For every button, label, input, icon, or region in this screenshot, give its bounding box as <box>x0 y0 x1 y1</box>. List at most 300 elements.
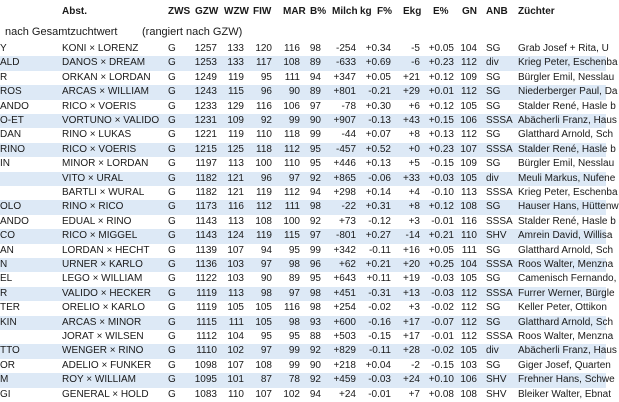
cell-gn: 105 <box>460 273 477 285</box>
cell-zws: G <box>168 359 176 371</box>
cell-anb: SG <box>486 201 501 213</box>
cell-milch: +907 <box>333 115 356 126</box>
cell-fiw: 97 <box>260 345 272 357</box>
cell-gn: 105 <box>460 172 477 184</box>
table-row <box>0 200 619 214</box>
cell-milch: +459 <box>333 374 356 386</box>
cell-gn: 112 <box>461 129 477 141</box>
cell-e: +0.12 <box>428 71 454 83</box>
cell-mar: 99 <box>288 345 300 357</box>
cell-e: +0.01 <box>428 86 454 98</box>
cell-gn: 103 <box>460 359 477 371</box>
cell-ekg: +8 <box>408 129 420 141</box>
cell-fiw: 120 <box>255 43 272 54</box>
cell-mar: 100 <box>283 215 300 227</box>
cell-b: 98 <box>309 43 321 54</box>
cell-name: OR <box>0 359 15 371</box>
cell-b: 89 <box>309 57 321 69</box>
cell-fiw: 117 <box>256 57 272 69</box>
cell-anb: SSSA <box>486 215 513 227</box>
cell-abst: RICO × VOERIS <box>62 100 137 112</box>
cell-ekg: +4 <box>408 187 420 198</box>
cell-zws: G <box>168 244 176 256</box>
cell-abst: EDUAL × RINO <box>62 215 132 227</box>
cell-gzw: 1098 <box>194 359 217 371</box>
table-row <box>0 215 616 229</box>
cell-name: CO <box>0 230 15 242</box>
cell-b: 95 <box>309 273 321 285</box>
cell-gzw: 1083 <box>194 388 217 400</box>
cell-anb: SG <box>486 71 501 83</box>
header-anb: ANB <box>486 6 508 17</box>
cell-e: +0.05 <box>428 43 454 54</box>
cell-gzw: 1115 <box>196 316 217 328</box>
cell-fiw: 87 <box>260 374 272 386</box>
cell-wzw: 119 <box>228 71 244 83</box>
cell-name: O-ET <box>0 115 24 126</box>
cell-wzw: 104 <box>227 331 244 342</box>
cell-f: +0.05 <box>365 71 391 83</box>
cell-ekg: +43 <box>403 115 420 126</box>
cell-z: Stalder René, Hasle b <box>518 100 616 112</box>
table-row <box>0 172 616 186</box>
cell-name: ANDO <box>0 215 29 227</box>
cell-zws: G <box>168 273 176 285</box>
cell-fiw: 105 <box>255 302 272 314</box>
cell-e: +0.03 <box>428 172 454 184</box>
table-row <box>0 128 614 142</box>
cell-mar: 98 <box>288 259 300 270</box>
cell-wzw: 109 <box>227 115 244 126</box>
cell-gzw: 1182 <box>195 172 217 184</box>
cell-b: 97 <box>309 230 321 242</box>
cell-f: +0.04 <box>365 359 391 371</box>
cell-mar: 99 <box>288 359 300 371</box>
cell-b: 97 <box>309 100 321 112</box>
cell-milch: +600 <box>333 316 356 328</box>
cell-fiw: 119 <box>256 230 272 242</box>
cell-b: 99 <box>309 129 321 141</box>
cell-f: +0.27 <box>365 230 391 242</box>
header-milch: Milch <box>332 6 358 17</box>
cell-anb: SSSA <box>486 143 513 155</box>
cell-f: -0.31 <box>368 287 391 299</box>
cell-wzw: 121 <box>227 187 244 198</box>
cell-abst: RINO × LUKAS <box>62 129 132 141</box>
cell-mar: 112 <box>284 143 300 155</box>
cell-name: Y <box>0 43 7 54</box>
cell-z: Hauser Hans, Hüttenw <box>518 201 619 213</box>
cell-milch: +446 <box>333 158 356 170</box>
cell-milch: +62 <box>339 259 356 270</box>
cell-milch: +254 <box>333 302 356 314</box>
cell-z: Glatthard Arnold, Sch <box>518 244 614 256</box>
cell-fiw: 108 <box>255 359 272 371</box>
cell-name: ANDO <box>0 100 29 112</box>
cell-name: KIN <box>0 316 17 328</box>
cell-gzw: 1139 <box>195 244 217 256</box>
cell-gn: 112 <box>461 287 477 299</box>
cell-wzw: 113 <box>228 287 244 299</box>
table-row <box>0 287 615 301</box>
cell-f: +0.69 <box>365 57 391 69</box>
cell-ekg: +24 <box>403 374 420 386</box>
cell-gn: 110 <box>461 230 477 242</box>
table-row <box>0 100 616 114</box>
cell-gn: 112 <box>461 57 477 69</box>
table-row <box>0 157 615 171</box>
cell-z: Glatthard Arnold, Sch <box>518 129 614 141</box>
cell-abst: VORTUNO × VALIDO <box>62 115 160 126</box>
cell-z: Camenisch Fernando, <box>518 273 617 285</box>
cell-anb: SHV <box>486 388 507 400</box>
cell-zws: G <box>168 100 176 112</box>
cell-z: Abächerli Franz, Haus <box>518 115 617 126</box>
cell-gzw: 1215 <box>194 143 217 155</box>
header-gzw: GZW <box>195 6 219 17</box>
cell-mar: 116 <box>284 43 300 54</box>
cell-mar: 106 <box>283 100 300 112</box>
cell-f: -0.01 <box>368 388 391 400</box>
cell-f: -0.21 <box>368 86 391 98</box>
cell-wzw: 113 <box>228 215 244 227</box>
cell-ekg: +13 <box>403 287 420 299</box>
cell-ekg: +17 <box>403 316 420 328</box>
cell-milch: -254 <box>335 43 356 54</box>
cell-z: Frehner Hans, Schwe <box>518 374 615 386</box>
table-row <box>0 316 614 330</box>
cell-abst: ARCAS × WILLIAM <box>62 86 149 98</box>
cell-f: -0.06 <box>368 172 391 184</box>
cell-anb: SSSA <box>486 115 513 126</box>
section-title <box>0 24 606 41</box>
cell-fiw: 95 <box>260 331 272 342</box>
cell-mar: 89 <box>288 273 300 285</box>
cell-e: +0.25 <box>428 259 454 270</box>
cell-wzw: 133 <box>227 57 244 69</box>
cell-wzw: 101 <box>227 374 244 386</box>
cell-zws: G <box>168 172 176 184</box>
cell-abst: VALIDO × HECKER <box>62 287 152 299</box>
cell-fiw: 100 <box>255 158 272 170</box>
cell-ekg: +21 <box>403 71 420 83</box>
cell-gzw: 1173 <box>195 201 217 213</box>
cell-name: TTO <box>0 345 20 357</box>
cell-anb: div <box>486 57 499 69</box>
cell-name: DAN <box>0 129 22 141</box>
cell-gn: 108 <box>460 388 477 400</box>
cell-fiw: 105 <box>255 316 272 328</box>
cell-b: 99 <box>309 244 321 256</box>
cell-name: ROS <box>0 86 22 98</box>
cell-ekg: +19 <box>403 273 420 285</box>
cell-anb: div <box>486 345 499 357</box>
cell-b: 89 <box>309 86 321 98</box>
cell-ekg: +3 <box>408 302 420 314</box>
cell-f: -0.02 <box>368 302 391 314</box>
cell-gn: 112 <box>461 302 477 314</box>
cell-abst: BARTLI × WURAL <box>62 187 145 198</box>
cell-gn: 109 <box>460 158 477 170</box>
cell-milch: +73 <box>339 215 356 227</box>
cell-name: OLO <box>0 201 22 213</box>
cell-zws: G <box>168 331 176 342</box>
cell-mar: 115 <box>284 230 300 242</box>
cell-z: Stalder René, Hasle b <box>518 143 616 155</box>
cell-zws: G <box>168 388 176 400</box>
cell-e: +0.23 <box>428 143 454 155</box>
cell-z: Giger Josef, Quarten <box>518 359 611 371</box>
section-title-note: (rangiert nach GZW) <box>142 26 243 38</box>
cell-gzw: 1182 <box>195 187 217 198</box>
cell-gn: 113 <box>461 187 477 198</box>
cell-milch: +829 <box>333 345 356 357</box>
cell-fiw: 116 <box>256 100 272 112</box>
cell-gn: 106 <box>460 115 477 126</box>
cell-milch: +451 <box>333 287 356 299</box>
header-mar: MAR <box>283 6 306 17</box>
table-row <box>0 42 609 56</box>
cell-gzw: 1197 <box>195 158 217 170</box>
cell-z: Bürgler Emil, Nesslau <box>518 158 615 170</box>
cell-b: 94 <box>309 187 321 198</box>
cell-wzw: 102 <box>227 345 244 357</box>
cell-e: -0.01 <box>431 331 454 342</box>
cell-wzw: 107 <box>227 359 244 371</box>
cell-b: 92 <box>309 345 321 357</box>
cell-fiw: 95 <box>260 71 272 83</box>
cell-z: Keller Peter, Ottikon <box>518 302 607 314</box>
cell-fiw: 108 <box>255 215 272 227</box>
cell-milch: +298 <box>333 187 356 198</box>
cell-anb: SG <box>486 86 501 98</box>
cell-ekg: -6 <box>411 57 420 69</box>
cell-gzw: 1143 <box>195 230 217 242</box>
cell-milch: -633 <box>335 57 356 69</box>
cell-abst: ORELIO × KARLO <box>62 302 146 314</box>
cell-name: R <box>0 71 8 83</box>
cell-zws: G <box>168 302 176 314</box>
cell-e: -0.10 <box>431 187 454 198</box>
cell-wzw: 125 <box>227 143 244 155</box>
cell-f: -0.11 <box>368 345 391 357</box>
cell-abst: ARCAS × MINOR <box>62 316 142 328</box>
cell-fiw: 98 <box>260 287 272 299</box>
cell-z: Krieg Peter, Eschenba <box>518 57 618 69</box>
cell-b: 95 <box>309 143 321 155</box>
cell-mar: 110 <box>284 158 300 170</box>
cell-e: +0.15 <box>428 115 454 126</box>
cell-e: -0.07 <box>431 316 454 328</box>
cell-gzw: 1095 <box>194 374 217 386</box>
cell-mar: 111 <box>284 201 300 213</box>
header-zws: ZWS <box>168 6 191 17</box>
cell-abst: WENGER × RINO <box>62 345 144 357</box>
cell-abst: ADELIO × FUNKER <box>62 359 152 371</box>
cell-anb: SG <box>486 244 501 256</box>
cell-f: +0.13 <box>365 158 391 170</box>
cell-gn: 112 <box>461 316 477 328</box>
cell-z: Roos Walter, Menzna <box>518 331 614 342</box>
cell-gn: 104 <box>460 43 477 54</box>
cell-abst: RICO × MIGGEL <box>62 230 138 242</box>
cell-name: M <box>0 374 9 386</box>
header-zuechter: Züchter <box>518 6 555 17</box>
cell-z: Glatthard Arnold, Sch <box>518 316 614 328</box>
cell-f: -0.15 <box>368 331 391 342</box>
header-wzw: WZW <box>224 6 249 17</box>
cell-ekg: +16 <box>403 244 420 256</box>
cell-gzw: 1249 <box>194 71 217 83</box>
cell-anb: SG <box>486 316 501 328</box>
cell-zws: G <box>168 215 176 227</box>
cell-milch: -801 <box>335 230 356 242</box>
cell-mar: 108 <box>283 57 300 69</box>
cell-milch: +218 <box>333 359 356 371</box>
cell-zws: G <box>168 143 176 155</box>
cell-z: Roos Walter, Menzna <box>518 259 614 270</box>
cell-anb: div <box>486 172 499 184</box>
cell-mar: 118 <box>284 129 300 141</box>
cell-anb: SG <box>486 100 501 112</box>
cell-anb: SSSA <box>486 187 513 198</box>
cell-abst: DANOS × DREAM <box>62 57 146 69</box>
cell-mar: 112 <box>284 187 300 198</box>
cell-e: +0.13 <box>428 129 454 141</box>
cell-wzw: 110 <box>228 388 244 400</box>
cell-wzw: 107 <box>227 244 244 256</box>
cell-b: 93 <box>309 316 321 328</box>
cell-gzw: 1257 <box>194 43 217 54</box>
cell-milch: +503 <box>333 331 356 342</box>
cell-e: +0.12 <box>428 201 454 213</box>
cell-milch: +865 <box>333 172 356 184</box>
table-row <box>0 373 615 387</box>
cell-abst: JORAT × WILSEN <box>62 331 144 342</box>
cell-abst: LORDAN × HECHT <box>62 244 150 256</box>
cell-e: -0.02 <box>431 345 454 357</box>
cell-ekg: +3 <box>408 215 420 227</box>
cell-gzw: 1221 <box>194 129 217 141</box>
cell-gn: 112 <box>461 86 477 98</box>
header-fiw: FIW <box>253 6 272 17</box>
cell-milch: -44 <box>341 129 356 141</box>
cell-gzw: 1231 <box>194 115 217 126</box>
cell-zws: G <box>168 201 176 213</box>
cell-f: -0.12 <box>368 215 391 227</box>
cell-milch: +347 <box>333 71 356 83</box>
cell-abst: RICO × VOERIS <box>62 143 137 155</box>
cell-zws: G <box>168 230 176 242</box>
cell-fiw: 110 <box>256 129 272 141</box>
cell-z: Krieg Peter, Eschenba <box>518 187 618 198</box>
cell-zws: G <box>168 158 176 170</box>
cell-f: +0.30 <box>365 100 391 112</box>
cell-gn: 105 <box>460 345 477 357</box>
cell-abst: URNER × KARLO <box>62 259 143 270</box>
cell-gn: 105 <box>460 100 477 112</box>
cell-f: +0.14 <box>365 187 391 198</box>
cell-name: GI <box>0 388 11 400</box>
cell-b: 96 <box>309 259 321 270</box>
cell-fiw: 107 <box>255 388 272 400</box>
table-row <box>0 344 617 358</box>
cell-zws: G <box>168 374 176 386</box>
cell-anb: SSSA <box>486 287 513 299</box>
cell-z: Grab Josef + Rita, U <box>518 43 609 54</box>
cell-fiw: 96 <box>260 86 272 98</box>
cell-e: -0.02 <box>431 302 454 314</box>
cell-abst: LEGO × WILLIAM <box>62 273 143 285</box>
cell-mar: 78 <box>288 374 300 386</box>
cell-z: Bleiker Walter, Ebnat <box>518 388 612 400</box>
cell-b: 94 <box>309 388 321 400</box>
cell-e: -0.03 <box>431 287 454 299</box>
cell-fiw: 112 <box>256 201 272 213</box>
cell-anb: SSSA <box>486 331 513 342</box>
cell-zws: G <box>168 259 176 270</box>
cell-b: 88 <box>309 331 321 342</box>
cell-e: -0.01 <box>431 215 454 227</box>
cell-anb: SG <box>486 359 501 371</box>
cell-fiw: 92 <box>260 115 272 126</box>
cell-wzw: 124 <box>227 230 244 242</box>
cell-ekg: +0 <box>408 143 420 155</box>
cell-gzw: 1136 <box>195 259 217 270</box>
cell-anb: SHV <box>486 374 507 386</box>
table-row <box>0 244 614 258</box>
cell-wzw: 129 <box>227 100 244 112</box>
cell-abst: MINOR × LORDAN <box>62 158 149 170</box>
cell-gn: 111 <box>461 244 477 256</box>
cell-milch: +24 <box>339 388 356 400</box>
header-bpct: B% <box>310 6 327 17</box>
cell-name <box>0 172 58 186</box>
cell-f: +0.31 <box>365 201 391 213</box>
cell-mar: 111 <box>284 71 300 83</box>
cell-e: +0.05 <box>428 244 454 256</box>
cell-b: 90 <box>309 359 321 371</box>
cell-gn: 116 <box>461 215 477 227</box>
cell-zws: G <box>168 115 176 126</box>
cell-b: 98 <box>309 201 321 213</box>
cell-ekg: +8 <box>408 201 420 213</box>
cell-e: -0.15 <box>431 359 454 371</box>
cell-gn: 104 <box>460 259 477 270</box>
table-row <box>0 330 614 344</box>
cell-ekg: +28 <box>403 345 420 357</box>
cell-wzw: 121 <box>227 172 244 184</box>
cell-ekg: +5 <box>408 158 420 170</box>
cell-gn: 109 <box>460 71 477 83</box>
table-row <box>0 272 617 286</box>
cell-name <box>0 186 58 200</box>
cell-abst: ORKAN × LORDAN <box>62 71 151 83</box>
cell-milch: +643 <box>333 273 356 285</box>
cell-b: 98 <box>309 302 321 314</box>
header-ekg: Ekg <box>403 6 422 17</box>
cell-b: 94 <box>309 71 321 83</box>
cell-wzw: 103 <box>227 273 244 285</box>
cell-abst: KONI × LORENZ <box>62 43 139 54</box>
cell-anb: SG <box>486 273 501 285</box>
cell-z: Meuli Markus, Nufene <box>518 172 616 184</box>
cell-abst: VITO × URAL <box>62 172 124 184</box>
cell-name: TER <box>0 302 20 314</box>
header-abst: Abst. <box>62 6 87 17</box>
cell-name: ALD <box>0 57 20 69</box>
table-row <box>0 143 616 157</box>
